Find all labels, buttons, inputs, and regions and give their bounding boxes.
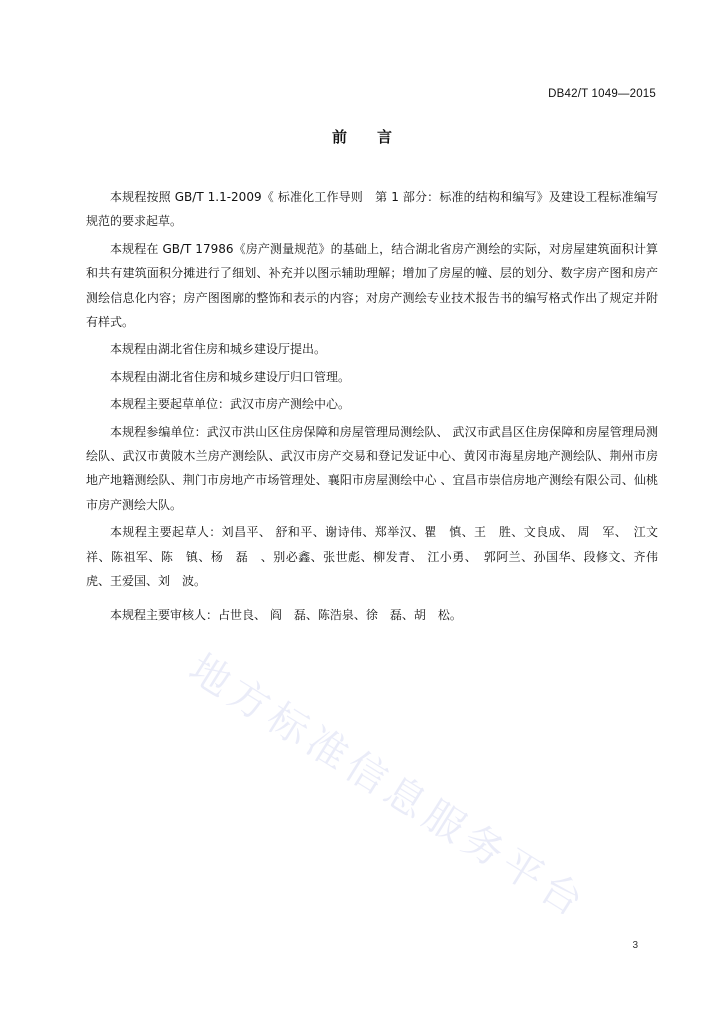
- paragraph-proposer: 本规程由湖北省住房和城乡建设厅提出。: [110, 342, 327, 357]
- page-title: 前言: [331, 128, 422, 146]
- paragraph-participating-units: 本规程参编单位：武汉市洪山区住房保障和房屋管理局测绘队、 武汉市武昌区住房保障和房屋管理局测绘队、武汉市黄陂木兰房产测绘队、武汉市房产交易和登记发证中心、黄冈市海星房地产测绘队、荆州市房地产地籍测绘队、荆门市房地产市场管理处、襄阳市房屋测绘中心 、宜昌市崇信房地产测绘有限公司、仙桃市房产测绘大队。: [86, 424, 658, 512]
- body-text: [86, 185, 658, 630]
- paragraph-main-drafter-unit: 本规程主要起草单位：武汉市房产测绘中心。: [110, 397, 351, 412]
- paragraph-drafting-basis: 本规程按照 GB/T 1.1-2009《 标准化工作导则 第 1 部分：标准的结构和编写》及建设工程标准编写规范的要求起草。: [86, 190, 658, 229]
- page-number: 3: [632, 940, 638, 951]
- document-code: DB42/T 1049—2015: [548, 88, 656, 100]
- watermark: 地方标准信息服务平台: [180, 645, 596, 929]
- paragraph-management: 本规程由湖北省住房和城乡建设厅归口管理。: [110, 369, 351, 384]
- paragraph-scope: 本规程在 GB/T 17986《房产测量规范》的基础上，结合湖北省房产测绘的实际，对房屋建筑面积计算和共有建筑面积分摊进行了细划、补充并以图示辅助理解；增加了房屋的幢、层的划分、数字房产图和房产测绘信息化内容；房产图图廓的整饰和表示的内容；对房产测绘专业技术报告书的编写格式作出了规定并附有样式。: [86, 241, 658, 330]
- paragraph-drafters: 本规程主要起草人：刘昌平、 舒和平、谢诗伟、郑举汉、瞿 慎、王 胜、文良成、 周 军、 江文祥、陈祖军、陈 镇、杨 磊 、别必鑫、张世彪、柳发青、 江小勇、 郭阿兰、孙国华、段修文、齐伟虎、王爱国、刘 波。: [86, 525, 658, 589]
- paragraph-reviewers: 本规程主要审核人：占世良、 阎 磊、陈浩泉、徐 磊、胡 松。: [110, 607, 462, 622]
